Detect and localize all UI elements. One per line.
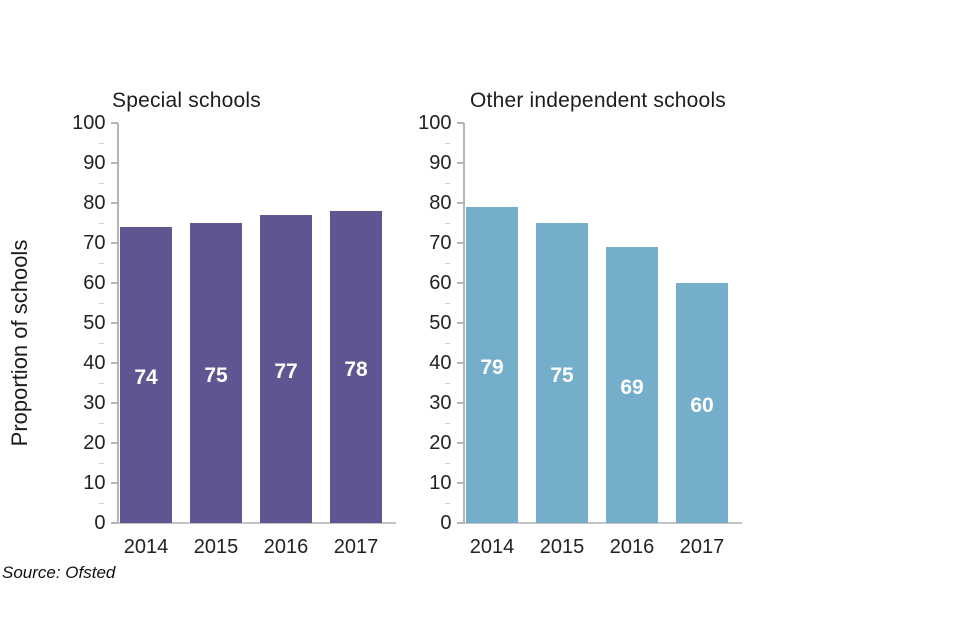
y-tick-label: 90 <box>429 152 452 174</box>
chart-title: Other independent schools <box>470 89 727 112</box>
y-major-tick <box>111 322 118 324</box>
y-tick-label: 50 <box>429 312 452 334</box>
y-axis-title: Proportion of schools <box>7 239 32 447</box>
y-minor-tick <box>445 463 450 464</box>
y-tick-label: 30 <box>83 392 106 414</box>
y-tick-label: 30 <box>429 392 452 414</box>
y-minor-tick <box>99 463 104 464</box>
y-tick-label: 40 <box>83 352 106 374</box>
x-tick-label: 2017 <box>333 536 379 558</box>
y-minor-tick <box>99 343 104 344</box>
y-major-tick <box>111 282 118 284</box>
y-tick-label: 60 <box>429 272 452 294</box>
y-major-tick <box>111 362 118 364</box>
y-minor-tick <box>445 263 450 264</box>
y-minor-tick <box>445 303 450 304</box>
y-tick-label: 100 <box>72 112 106 134</box>
y-major-tick <box>457 322 464 324</box>
chart-title: Special schools <box>112 89 261 112</box>
y-tick-label: 20 <box>429 432 452 454</box>
bar-value-label: 75 <box>550 364 574 387</box>
y-major-tick <box>111 122 118 124</box>
x-tick-label: 2017 <box>679 536 725 558</box>
bar-value-label: 75 <box>204 364 228 387</box>
y-tick-label: 40 <box>429 352 452 374</box>
y-major-tick <box>457 482 464 484</box>
y-major-tick <box>111 162 118 164</box>
y-tick-label: 0 <box>94 512 106 534</box>
y-major-tick <box>111 522 118 524</box>
y-minor-tick <box>445 143 450 144</box>
y-tick-label: 10 <box>83 472 106 494</box>
y-tick-label: 50 <box>83 312 106 334</box>
x-tick-label: 2016 <box>609 536 655 558</box>
x-tick-label: 2015 <box>539 536 585 558</box>
y-minor-tick <box>445 183 450 184</box>
y-major-tick <box>111 202 118 204</box>
y-major-tick <box>457 202 464 204</box>
y-minor-tick <box>445 343 450 344</box>
y-tick-label: 20 <box>83 432 106 454</box>
y-minor-tick <box>99 383 104 384</box>
y-major-tick <box>457 122 464 124</box>
y-major-tick <box>457 242 464 244</box>
y-tick-label: 80 <box>83 192 106 214</box>
x-tick-label: 2015 <box>193 536 239 558</box>
y-major-tick <box>111 442 118 444</box>
y-minor-tick <box>445 383 450 384</box>
y-major-tick <box>457 442 464 444</box>
bar-value-label: 69 <box>620 376 644 399</box>
source-note: Source: Ofsted <box>2 563 116 582</box>
y-minor-tick <box>99 503 104 504</box>
y-tick-label: 70 <box>429 232 452 254</box>
y-minor-tick <box>445 503 450 504</box>
bar-value-label: 74 <box>134 366 158 389</box>
y-tick-label: 70 <box>83 232 106 254</box>
bar-value-label: 78 <box>344 358 368 381</box>
y-major-tick <box>457 282 464 284</box>
y-major-tick <box>457 402 464 404</box>
y-tick-label: 100 <box>418 112 452 134</box>
x-tick-label: 2016 <box>263 536 309 558</box>
y-tick-label: 80 <box>429 192 452 214</box>
y-minor-tick <box>445 223 450 224</box>
x-tick-label: 2014 <box>123 536 169 558</box>
y-major-tick <box>457 162 464 164</box>
y-minor-tick <box>99 303 104 304</box>
y-major-tick <box>111 242 118 244</box>
y-major-tick <box>111 482 118 484</box>
bar-value-label: 77 <box>274 360 298 383</box>
y-minor-tick <box>99 143 104 144</box>
y-tick-label: 90 <box>83 152 106 174</box>
y-minor-tick <box>99 223 104 224</box>
y-tick-label: 0 <box>440 512 452 534</box>
y-tick-label: 10 <box>429 472 452 494</box>
y-major-tick <box>111 402 118 404</box>
y-minor-tick <box>445 423 450 424</box>
y-major-tick <box>457 522 464 524</box>
bar-value-label: 60 <box>690 394 714 417</box>
y-minor-tick <box>99 423 104 424</box>
y-tick-label: 60 <box>83 272 106 294</box>
x-tick-label: 2014 <box>469 536 515 558</box>
bar-value-label: 79 <box>480 356 504 379</box>
y-major-tick <box>457 362 464 364</box>
y-minor-tick <box>99 263 104 264</box>
y-minor-tick <box>99 183 104 184</box>
